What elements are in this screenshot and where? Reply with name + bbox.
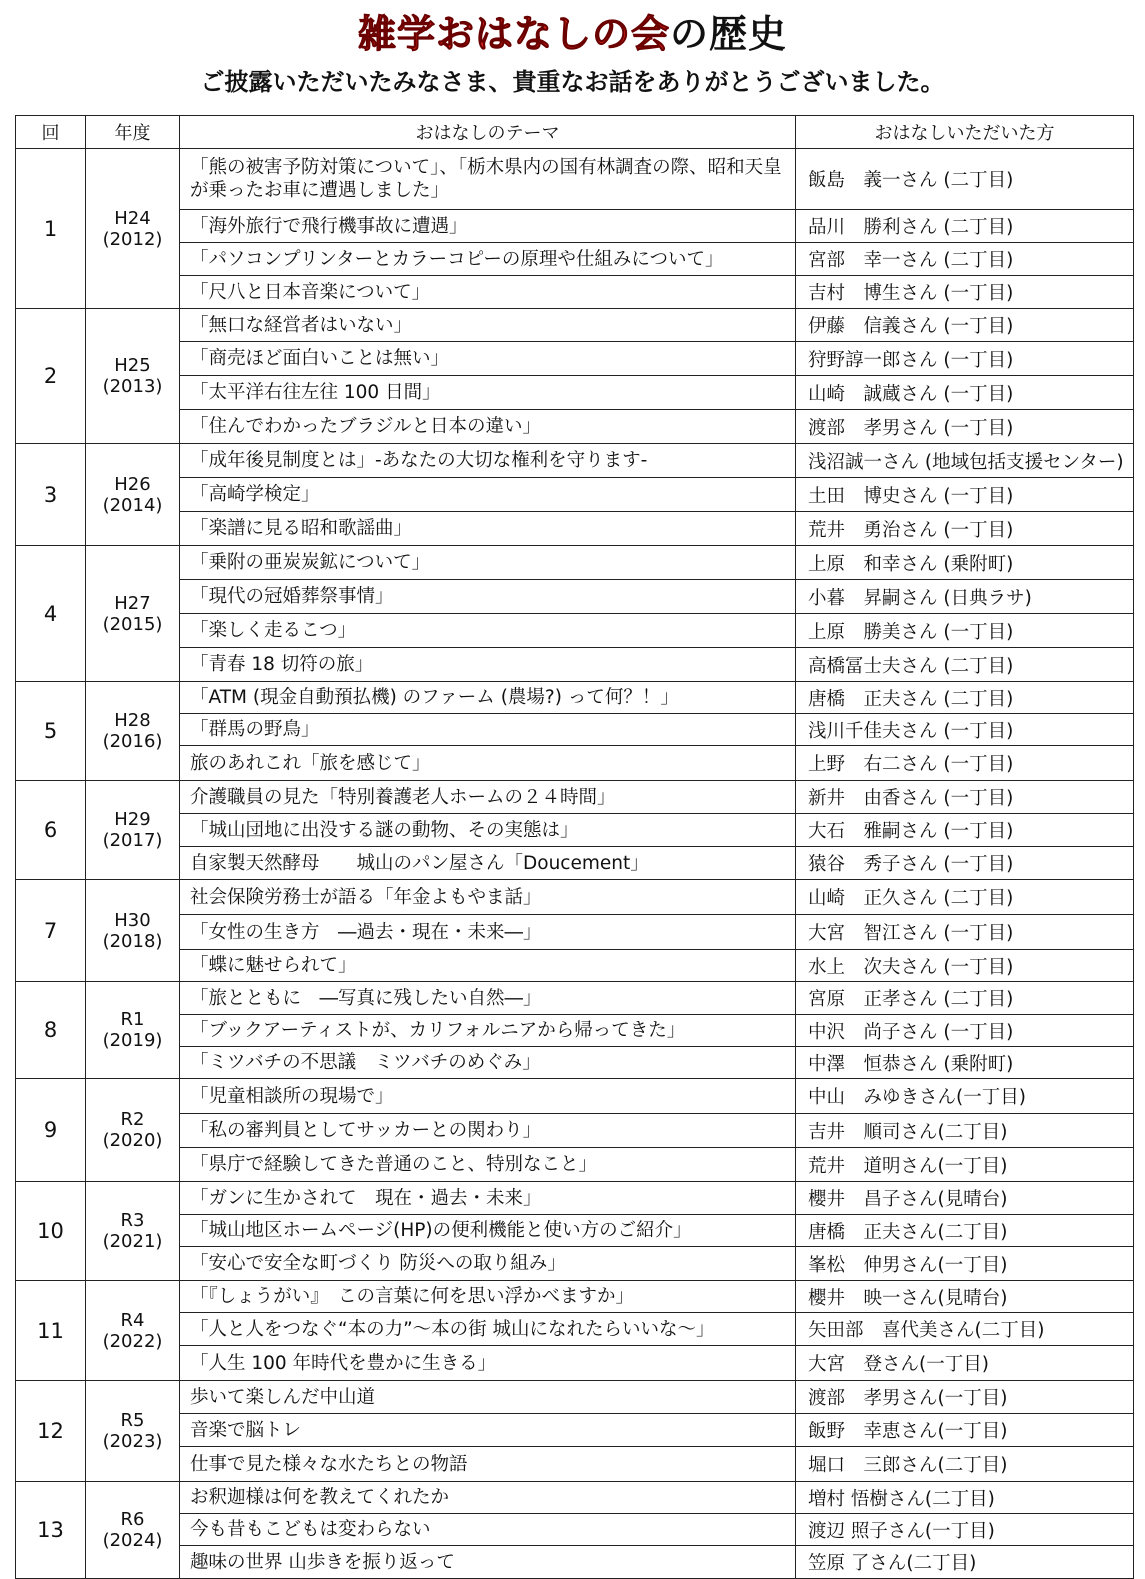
session-year [86, 309, 180, 444]
table-row [16, 950, 1134, 982]
table-row [16, 1079, 1134, 1114]
theme-cell: 旅のあれこれ「旅を感じて」 [180, 746, 796, 781]
speaker-cell: 山崎 誠蔵さん (一丁目) [796, 376, 1134, 410]
session-year [86, 682, 180, 781]
era-label: H26 [114, 473, 151, 495]
speaker-cell: 中澤 恒恭さん (乗附町) [796, 1047, 1134, 1079]
theme-cell: 趣味の世界 山歩きを振り返って [180, 1546, 796, 1579]
speaker-cell: 峯松 伸男さん(一丁目) [796, 1247, 1134, 1281]
speaker-cell: 中山 みゆきさん(一丁目) [796, 1079, 1134, 1114]
session-number: 12 [16, 1381, 86, 1482]
table-row [16, 546, 1134, 580]
speaker-cell: 荒井 道明さん(一丁目) [796, 1148, 1134, 1182]
theme-cell: 「ブックアーティストが、カリフォルニアから帰ってきた」 [180, 1015, 796, 1047]
theme-cell: 「私の審判員としてサッカーとの関わり」 [180, 1114, 796, 1148]
table-row [16, 1015, 1134, 1047]
session-year [86, 149, 180, 309]
year-label: (2016) [102, 731, 163, 752]
speaker-cell: 浅川千佳夫さん (一丁目) [796, 714, 1134, 746]
page-title [0, 6, 1145, 62]
era-label: R1 [120, 1009, 145, 1030]
era-label: H28 [114, 710, 151, 731]
theme-cell: 「無口な経営者はいない」 [180, 309, 796, 342]
speaker-cell: 山崎 正久さん (二丁目) [796, 880, 1134, 915]
speaker-cell: 渡部 孝男さん(一丁目) [796, 1381, 1134, 1414]
table-row [16, 1546, 1134, 1579]
page-subtitle: ご披露いただいたみなさま、貴重なお話をありがとうございました。 [200, 68, 945, 96]
theme-cell: 介護職員の見た「特別養護老人ホームの２４時間」 [180, 781, 796, 814]
table-row [16, 682, 1134, 714]
table-row [16, 410, 1134, 444]
theme-cell: 音楽で脳トレ [180, 1414, 796, 1447]
table-row [16, 814, 1134, 847]
table-row [16, 444, 1134, 478]
year-label: (2018) [102, 930, 163, 952]
table-row [16, 1346, 1134, 1381]
speaker-cell: 宮原 正孝さん (二丁目) [796, 982, 1134, 1015]
era-label: H29 [114, 809, 151, 830]
session-year [86, 546, 180, 682]
session-year [86, 444, 180, 546]
speaker-cell: 水上 次夫さん (一丁目) [796, 950, 1134, 982]
theme-cell: 「ガンに生かされて 現在・過去・未来」 [180, 1182, 796, 1215]
table-row [16, 648, 1134, 682]
speaker-cell: 唐橋 正夫さん (二丁目) [796, 682, 1134, 714]
year-label: (2017) [102, 830, 163, 851]
theme-cell: 「高崎学検定」 [180, 478, 796, 512]
table-row [16, 149, 1134, 210]
speaker-cell: 猿谷 秀子さん (一丁目) [796, 847, 1134, 880]
session-year [86, 1381, 180, 1482]
theme-cell: 「住んでわかったブラジルと日本の違い」 [180, 410, 796, 444]
table-row [16, 512, 1134, 546]
table-row [16, 580, 1134, 614]
era-label: R6 [120, 1509, 145, 1530]
table-row [16, 210, 1134, 243]
speaker-cell: 飯野 幸恵さん(一丁目) [796, 1414, 1134, 1447]
table-row [16, 1281, 1134, 1313]
year-label: (2021) [102, 1231, 163, 1252]
table-row [16, 1182, 1134, 1215]
theme-cell: 「旅とともに ―写真に残したい自然―」 [180, 982, 796, 1015]
theme-cell: 「乗附の亜炭炭鉱について」 [180, 546, 796, 580]
table-row [16, 478, 1134, 512]
era-label: H25 [114, 355, 151, 376]
table-row [16, 714, 1134, 746]
speaker-cell: 荒井 勇治さん (一丁目) [796, 512, 1134, 546]
speaker-cell: 大宮 智江さん (一丁目) [796, 915, 1134, 950]
speaker-cell: 渡部 孝男さん (一丁目) [796, 410, 1134, 444]
theme-cell: 「群馬の野鳥」 [180, 714, 796, 746]
speaker-cell: 狩野諄一郎さん (一丁目) [796, 342, 1134, 376]
session-number: 11 [16, 1281, 86, 1381]
session-number: 6 [16, 781, 86, 880]
speaker-cell: 小暮 昇嗣さん (日典ラサ) [796, 580, 1134, 614]
speaker-cell: 矢田部 喜代美さん(二丁目) [796, 1313, 1134, 1346]
table-row [16, 915, 1134, 950]
theme-cell: 「『しょうがい』 この言葉に何を思い浮かべますか」 [180, 1281, 796, 1313]
session-year [86, 1079, 180, 1182]
speaker-cell: 大石 雅嗣さん (一丁目) [796, 814, 1134, 847]
table-row [16, 1215, 1134, 1247]
history-table [15, 115, 1134, 1579]
session-number: 2 [16, 309, 86, 444]
session-year [86, 1281, 180, 1381]
theme-cell: 「成年後見制度とは」-あなたの大切な権利を守ります- [180, 444, 796, 478]
table-row [16, 982, 1134, 1015]
year-label: (2022) [102, 1330, 163, 1352]
speaker-cell: 唐橋 正夫さん(二丁目) [796, 1215, 1134, 1247]
table-row [16, 1414, 1134, 1447]
year-label: (2023) [102, 1431, 163, 1452]
speaker-cell: 増村 悟樹さん(二丁目) [796, 1482, 1134, 1514]
era-label: R2 [120, 1109, 145, 1130]
speaker-cell: 上原 勝美さん (一丁目) [796, 614, 1134, 648]
table-row [16, 1381, 1134, 1414]
table-row [16, 376, 1134, 410]
theme-cell: 「安心で安全な町づくり 防災への取り組み」 [180, 1247, 796, 1281]
speaker-cell: 櫻井 昌子さん(見晴台) [796, 1182, 1134, 1215]
session-number: 10 [16, 1182, 86, 1281]
year-label: (2024) [102, 1530, 163, 1551]
theme-cell: 「楽しく走るこつ」 [180, 614, 796, 648]
speaker-cell: 品川 勝利さん (二丁目) [796, 210, 1134, 243]
speaker-cell: 上野 右二さん (一丁目) [796, 746, 1134, 781]
year-label: (2015) [102, 613, 163, 635]
era-label: H27 [114, 592, 151, 614]
theme-cell: 「ミツバチの不思議 ミツバチのめぐみ」 [180, 1047, 796, 1079]
theme-cell: お釈迦様は何を教えてくれたか [180, 1482, 796, 1514]
theme-cell: 歩いて楽しんだ中山道 [180, 1381, 796, 1414]
speaker-cell: 浅沼誠一さん (地域包括支援センター) [796, 444, 1134, 478]
table-row [16, 781, 1134, 814]
session-number: 7 [16, 880, 86, 982]
year-label: (2019) [102, 1030, 163, 1051]
theme-cell: 「太平洋右往左往 100 日間」 [180, 376, 796, 410]
theme-cell: 「青春 18 切符の旅」 [180, 648, 796, 682]
speaker-cell: 大宮 登さん(一丁目) [796, 1346, 1134, 1381]
speaker-cell: 吉村 博生さん (一丁目) [796, 276, 1134, 309]
table-row [16, 1482, 1134, 1514]
col-header-year: 年度 [86, 116, 180, 149]
table-row [16, 309, 1134, 342]
era-label: H24 [114, 207, 151, 229]
year-label: (2014) [102, 494, 163, 516]
era-label: H30 [114, 909, 151, 931]
theme-cell: 「海外旅行で飛行機事故に遭遇」 [180, 210, 796, 243]
table-row [16, 847, 1134, 880]
session-number: 5 [16, 682, 86, 781]
theme-cell: 「熊の被害予防対策について」、「栃木県内の国有林調査の際、昭和天皇が乗ったお車に遭遇しました」 [180, 149, 796, 210]
table-row [16, 1047, 1134, 1079]
title-accent: 雑学おはなしの会 [357, 12, 670, 56]
speaker-cell: 土田 博史さん (一丁目) [796, 478, 1134, 512]
col-header-number: 回 [16, 116, 86, 149]
table-row [16, 880, 1134, 915]
speaker-cell: 渡辺 照子さん(一丁目) [796, 1514, 1134, 1546]
theme-cell: 今も昔もこどもは変わらない [180, 1514, 796, 1546]
theme-cell: 「商売ほど面白いことは無い」 [180, 342, 796, 376]
table-row [16, 243, 1134, 276]
theme-cell: 「現代の冠婚葬祭事情」 [180, 580, 796, 614]
session-number: 1 [16, 149, 86, 309]
session-year [86, 1482, 180, 1579]
theme-cell: 「パソコンプリンターとカラーコピーの原理や仕組みについて」 [180, 243, 796, 276]
theme-cell: 「女性の生き方 ―過去・現在・未来―」 [180, 915, 796, 950]
theme-cell: 「県庁で経験してきた普通のこと、特別なこと」 [180, 1148, 796, 1182]
table-row [16, 1148, 1134, 1182]
session-year [86, 1182, 180, 1281]
table-row [16, 1313, 1134, 1346]
table-row [16, 1247, 1134, 1281]
speaker-cell: 高橋冨士夫さん (二丁目) [796, 648, 1134, 682]
era-label: R3 [120, 1210, 145, 1231]
speaker-cell: 上原 和幸さん (乗附町) [796, 546, 1134, 580]
table-row [16, 746, 1134, 781]
table-row [16, 342, 1134, 376]
speaker-cell: 堀口 三郎さん(二丁目) [796, 1447, 1134, 1482]
session-number: 4 [16, 546, 86, 682]
speaker-cell: 櫻井 映一さん(見晴台) [796, 1281, 1134, 1313]
theme-cell: 仕事で見た様々な水たちとの物語 [180, 1447, 796, 1482]
session-number: 13 [16, 1482, 86, 1579]
table-row [16, 1447, 1134, 1482]
theme-cell: 「尺八と日本音楽について」 [180, 276, 796, 309]
header-row [16, 116, 1134, 149]
year-label: (2020) [102, 1130, 163, 1151]
year-label: (2013) [102, 376, 163, 397]
col-header-speaker: おはなしいただいた方 [796, 116, 1134, 149]
era-label: R5 [120, 1410, 145, 1431]
speaker-cell: 宮部 幸一さん (二丁目) [796, 243, 1134, 276]
theme-cell: 「人生 100 年時代を豊かに生きる」 [180, 1346, 796, 1381]
era-label: R4 [120, 1309, 145, 1331]
session-year [86, 880, 180, 982]
session-number: 8 [16, 982, 86, 1079]
theme-cell: 「蝶に魅せられて」 [180, 950, 796, 982]
theme-cell: 「人と人をつなぐ“本の力”～本の街 城山になれたらいいな～」 [180, 1313, 796, 1346]
table-row [16, 614, 1134, 648]
theme-cell: 「城山地区ホームページ(HP)の便利機能と使い方のご紹介」 [180, 1215, 796, 1247]
year-label: (2012) [102, 228, 163, 250]
speaker-cell: 伊藤 信義さん (一丁目) [796, 309, 1134, 342]
table-row [16, 276, 1134, 309]
theme-cell: 自家製天然酵母 城山のパン屋さん「Doucement」 [180, 847, 796, 880]
theme-cell: 社会保険労務士が語る「年金よもやま話」 [180, 880, 796, 915]
title-rest: の歴史 [670, 12, 788, 56]
theme-cell: 「城山団地に出没する謎の動物、その実態は」 [180, 814, 796, 847]
session-number: 3 [16, 444, 86, 546]
session-number: 9 [16, 1079, 86, 1182]
theme-cell: 「ATM (現金自動預払機) のファーム (農場?) って何？！」 [180, 682, 796, 714]
theme-cell: 「楽譜に見る昭和歌謡曲」 [180, 512, 796, 546]
session-year [86, 781, 180, 880]
table-row [16, 1514, 1134, 1546]
table-row [16, 1114, 1134, 1148]
speaker-cell: 中沢 尚子さん (一丁目) [796, 1015, 1134, 1047]
col-header-theme: おはなしのテーマ [180, 116, 796, 149]
speaker-cell: 吉井 順司さん(二丁目) [796, 1114, 1134, 1148]
speaker-cell: 笠原 了さん(二丁目) [796, 1546, 1134, 1579]
session-year [86, 982, 180, 1079]
theme-cell: 「児童相談所の現場で」 [180, 1079, 796, 1114]
speaker-cell: 飯島 義一さん (二丁目) [796, 149, 1134, 210]
speaker-cell: 新井 由香さん (一丁目) [796, 781, 1134, 814]
